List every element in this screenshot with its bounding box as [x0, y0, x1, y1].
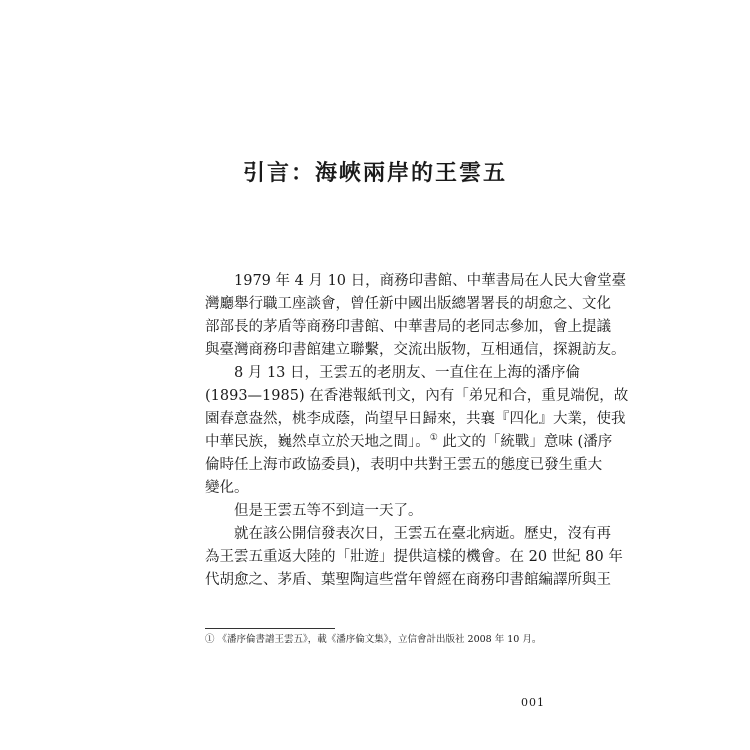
- paragraph-line: 部部長的茅盾等商務印書館、中華書局的老同志參加，會上提議: [205, 319, 611, 335]
- paragraph-line-with-footnote: [205, 431, 613, 454]
- paragraph-line: 與臺灣商務印書館建立聯繫，交流出版物，互相通信，探親訪友。: [205, 342, 626, 358]
- paragraph-line: (1893—1985) 在香港報紙刊文，內有「弟兄和合，重見端倪，故: [205, 388, 629, 404]
- paragraph-line-continuation: 此文的「統戰」意味 (潘序: [437, 434, 613, 450]
- paragraph-1: [205, 270, 627, 362]
- paragraph-line: 為王雲五重返大陸的「壯遊」提供這樣的機會。在 20 世紀 80 年: [205, 549, 623, 565]
- footnote-marker[interactable]: ①: [429, 433, 438, 444]
- paragraph-3: [205, 500, 551, 523]
- paragraph-2: [205, 362, 629, 500]
- paragraph-line-text: 中華民族，巍然卓立於天地之間」。: [205, 434, 430, 450]
- paragraph-line: 但是王雲五等不到這一天了。: [234, 503, 423, 519]
- paragraph-line: 變化。: [205, 480, 249, 496]
- body-text: [205, 270, 629, 592]
- paragraph-line: 代胡愈之、茅盾、葉聖陶這些當年曾經在商務印書館編譯所與王: [205, 572, 611, 588]
- page-number: 001: [521, 696, 545, 709]
- paragraph-line: 1979 年 4 月 10 日，商務印書館、中華書局在人民大會堂臺: [234, 273, 627, 289]
- paragraph-line: 8 月 13 日，王雲五的老朋友、一直住在上海的潘序倫: [234, 365, 581, 381]
- paragraph-line: 倫時任上海市政協委員)，表明中共對王雲五的態度已發生重大: [205, 457, 603, 473]
- paragraph-line: 灣廳舉行職工座談會，曾任新中國出版總署署長的胡愈之、文化: [205, 296, 611, 312]
- paragraph-line: 就在該公開信發表次日，王雲五在臺北病逝。歷史，沒有再: [234, 526, 611, 542]
- page-title: 引言：海峽兩岸的王雲五: [242, 160, 507, 186]
- paragraph-line: 園春意盎然，桃李成蔭，尚望早日歸來，共襄『四化』大業，使我: [205, 411, 626, 427]
- paragraph-4: [205, 523, 623, 592]
- footnote: ① 《潘序倫書譜王雲五》，載《潘序倫文集》，立信會計出版社 2008 年 10 月。: [205, 634, 542, 645]
- footnote-divider: [205, 628, 335, 629]
